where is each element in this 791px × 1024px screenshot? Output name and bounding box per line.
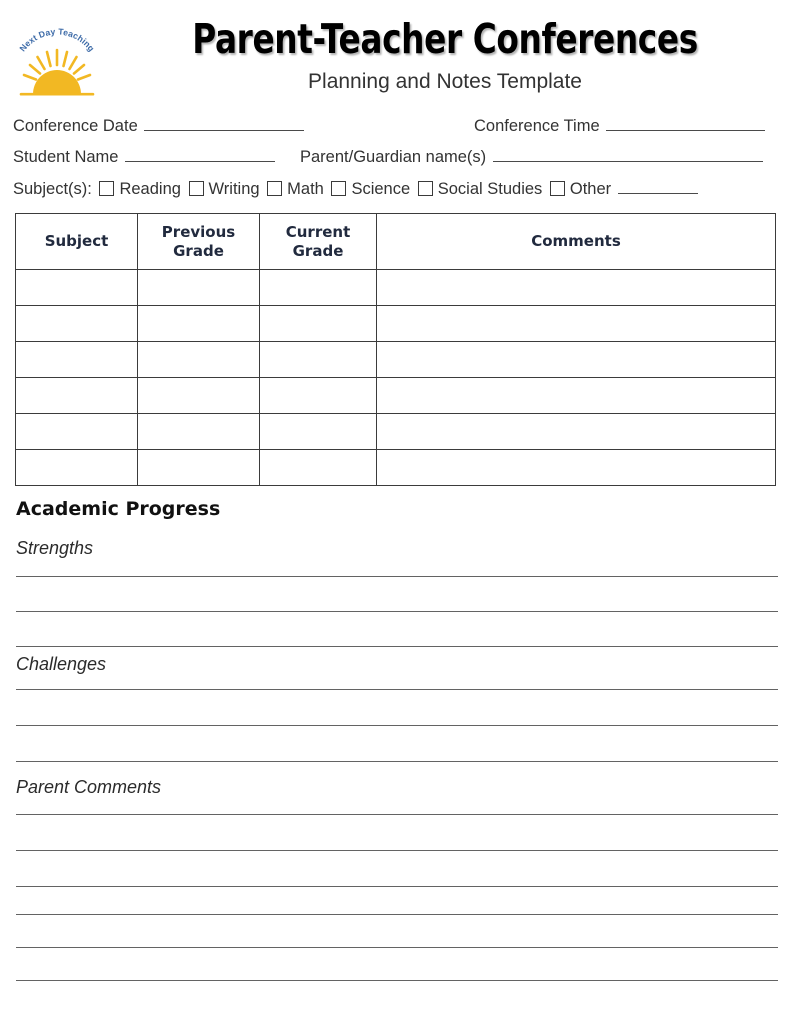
cell-current-grade[interactable] [260, 342, 377, 378]
header-previous-line2: Grade [173, 241, 224, 260]
checkbox-label-reading: Reading [119, 180, 181, 198]
parent-comments-line[interactable] [16, 814, 778, 815]
table-header-current-grade [260, 214, 377, 270]
student-name-label: Student Name [13, 148, 119, 166]
academic-progress-heading: Academic Progress [16, 498, 221, 520]
checkbox-reading[interactable] [99, 181, 114, 196]
parent-comments-line[interactable] [16, 980, 778, 981]
checkbox-label-science: Science [351, 180, 411, 198]
page-header [0, 0, 791, 108]
student-parent-row [13, 145, 779, 169]
cell-previous-grade[interactable] [138, 342, 260, 378]
next-day-teaching-logo [11, 20, 103, 96]
checkbox-math[interactable] [267, 181, 282, 196]
cell-subject[interactable] [16, 342, 138, 378]
sun-icon [11, 20, 103, 96]
checkbox-label-writing: Writing [208, 180, 260, 198]
parent-guardian-label: Parent/Guardian name(s) [300, 148, 487, 166]
parent-comments-line[interactable] [16, 886, 778, 887]
cell-current-grade[interactable] [260, 306, 377, 342]
cell-subject[interactable] [16, 270, 138, 306]
cell-previous-grade[interactable] [138, 450, 260, 486]
header-current-line2: Grade [292, 241, 344, 260]
cell-previous-grade[interactable] [138, 306, 260, 342]
cell-comments[interactable] [377, 342, 776, 378]
cell-comments[interactable] [377, 270, 776, 306]
page-title: Parent-Teacher Conferences [192, 15, 698, 63]
cell-previous-grade[interactable] [138, 270, 260, 306]
cell-comments[interactable] [377, 450, 776, 486]
parent-comments-label: Parent Comments [16, 777, 162, 797]
cell-current-grade[interactable] [260, 450, 377, 486]
table-row [16, 378, 776, 414]
checkbox-writing[interactable] [189, 181, 204, 196]
strengths-line[interactable] [16, 576, 778, 577]
cell-subject[interactable] [16, 306, 138, 342]
logo-brand-text: Next Day Teaching [17, 26, 97, 54]
challenges-line[interactable] [16, 725, 778, 726]
table-row [16, 270, 776, 306]
conference-date-input[interactable] [144, 114, 304, 131]
cell-subject[interactable] [16, 378, 138, 414]
grade-table [15, 213, 776, 486]
strengths-label: Strengths [16, 538, 94, 558]
cell-current-grade[interactable] [260, 378, 377, 414]
cell-comments[interactable] [377, 378, 776, 414]
header-previous-line1: Previous [161, 222, 236, 241]
parent-guardian-input[interactable] [493, 145, 763, 162]
checkbox-label-other: Other [569, 180, 612, 198]
table-row [16, 414, 776, 450]
page-subtitle: Planning and Notes Template [308, 70, 582, 93]
cell-subject[interactable] [16, 450, 138, 486]
subjects-label: Subject(s): [13, 180, 92, 198]
table-row [16, 450, 776, 486]
table-header-subject: Subject [16, 214, 138, 270]
conference-datetime-row [13, 114, 779, 138]
parent-comments-line[interactable] [16, 947, 778, 948]
cell-comments[interactable] [377, 306, 776, 342]
conference-date-label: Conference Date [13, 117, 138, 135]
checkbox-other[interactable] [550, 181, 565, 196]
table-header-comments: Comments [377, 214, 776, 270]
cell-previous-grade[interactable] [138, 414, 260, 450]
parent-comments-line[interactable] [16, 850, 778, 851]
table-row [16, 342, 776, 378]
conference-time-label: Conference Time [474, 117, 600, 135]
challenges-line[interactable] [16, 761, 778, 762]
cell-subject[interactable] [16, 414, 138, 450]
challenges-line[interactable] [16, 689, 778, 690]
cell-current-grade[interactable] [260, 270, 377, 306]
subjects-row [13, 177, 779, 201]
cell-previous-grade[interactable] [138, 378, 260, 414]
parent-comments-line[interactable] [16, 914, 778, 915]
conference-time-input[interactable] [606, 114, 765, 131]
title-block [110, 14, 780, 96]
cell-comments[interactable] [377, 414, 776, 450]
table-row [16, 306, 776, 342]
checkbox-social-studies[interactable] [418, 181, 433, 196]
table-header-previous-grade [138, 214, 260, 270]
header-current-line1: Current [285, 222, 351, 241]
checkbox-science[interactable] [331, 181, 346, 196]
checkbox-label-social-studies: Social Studies [437, 180, 543, 198]
challenges-label: Challenges [16, 654, 107, 674]
other-subject-input[interactable] [618, 177, 698, 194]
table-header-row [16, 214, 776, 270]
strengths-line[interactable] [16, 611, 778, 612]
cell-current-grade[interactable] [260, 414, 377, 450]
student-name-input[interactable] [125, 145, 275, 162]
strengths-line[interactable] [16, 646, 778, 647]
checkbox-label-math: Math [287, 180, 324, 198]
